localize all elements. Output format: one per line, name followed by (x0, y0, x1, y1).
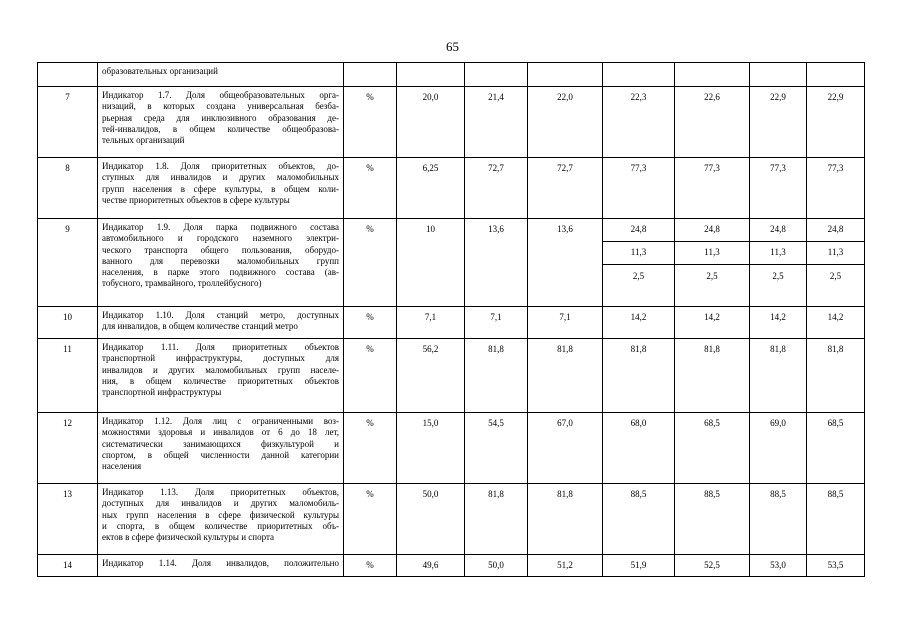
value-cell: 81,8 (807, 339, 865, 413)
description-line: Индикатор 1.13. Доля приоритетных объектов, (102, 487, 339, 497)
value-cell: 7,1 (528, 307, 603, 339)
description-line: транспортной инфраструктуры, доступных для (102, 353, 339, 364)
unit-cell: % (344, 484, 397, 555)
value-cell: 81,8 (528, 484, 603, 555)
unit-cell: % (344, 87, 397, 158)
description-line: доступных для инвалидов и других маломобиль- (102, 498, 339, 509)
value-cell: 22,9 (807, 87, 865, 158)
value-cell: 77,3 (675, 158, 750, 219)
value-cell (603, 63, 675, 87)
value-cell: 49,6 (397, 555, 465, 577)
value-cell (397, 63, 465, 87)
value-cell: 53,5 (807, 555, 865, 577)
value-cell: 7,1 (397, 307, 465, 339)
description-line: Индикатор 1.14. Доля инвалидов, положительно (102, 558, 339, 568)
description-line: можностями здоровья и инвалидов от 6 до 18 лет, (102, 427, 339, 438)
value-cell: 21,4 (465, 87, 528, 158)
indicator-description (98, 158, 344, 219)
value-cell: 81,8 (465, 484, 528, 555)
unit-cell: % (344, 219, 397, 307)
value-cell: 81,8 (675, 339, 750, 413)
value-cell: 72,7 (528, 158, 603, 219)
value-cell: 50,0 (465, 555, 528, 577)
value-cell: 20,0 (397, 87, 465, 158)
value-cell: 67,0 (528, 413, 603, 484)
row-number-cell: 7 (38, 87, 98, 158)
value-cell: 14,2 (675, 307, 750, 339)
value-cell: 22,0 (528, 87, 603, 158)
value-cell: 13,6 (465, 219, 528, 307)
table-row (38, 219, 865, 307)
value-cell: 50,0 (397, 484, 465, 555)
value-cell: 81,8 (528, 339, 603, 413)
unit-cell: % (344, 555, 397, 577)
value-cell: 77,3 (807, 158, 865, 219)
value-cell: 51,9 (603, 555, 675, 577)
value-cell: 54,5 (465, 413, 528, 484)
value-cell: 72,7 (465, 158, 528, 219)
row-number-cell: 9 (38, 219, 98, 307)
row-number-cell: 10 (38, 307, 98, 339)
indicator-description (98, 413, 344, 484)
description-line: Индикатор 1.9. Доля парка подвижного состава (102, 222, 339, 232)
split-value-cell (675, 219, 750, 307)
sub-value: 11,3 (807, 242, 864, 265)
value-cell (807, 63, 865, 87)
description-line: ектов в сфере физической культуры и спорта (102, 532, 274, 543)
value-cell: 52,5 (675, 555, 750, 577)
table-row (38, 158, 865, 219)
description-line: Индикатор 1.12. Доля лиц с ограниченными воз- (102, 416, 339, 426)
indicators-table (37, 62, 865, 577)
description-line: тельных организаций (102, 135, 185, 146)
description-line: транспортной инфраструктуры (102, 387, 222, 398)
description-line: систематически занимающихся физкультурой и (102, 438, 339, 449)
indicator-description (98, 219, 344, 307)
sub-value: 2,5 (829, 270, 842, 281)
sub-value: 2,5 (706, 270, 718, 281)
value-cell: 14,2 (603, 307, 675, 339)
indicator-description (98, 555, 344, 577)
indicator-description (98, 87, 344, 158)
row-number-cell: 14 (38, 555, 98, 577)
table-row (38, 555, 865, 577)
value-cell: 81,8 (750, 339, 807, 413)
description-line: низаций, в которых создана универсальная безба- (102, 101, 339, 112)
value-cell: 88,5 (807, 484, 865, 555)
value-cell: 22,9 (750, 87, 807, 158)
value-cell: 68,5 (675, 413, 750, 484)
description-line: Индикатор 1.10. Доля станций метро, доступных (102, 310, 339, 320)
description-line: тей-инвалидов, в общем количестве общеобразова- (102, 123, 339, 134)
description-line: населения, в парке этого подвижного состава (ав- (102, 267, 339, 278)
sub-value: 24,8 (750, 219, 806, 242)
value-cell: 13,6 (528, 219, 603, 307)
description-line: тобусного, трамвайного, троллейбусного) (102, 278, 262, 289)
sub-value: 11,3 (603, 242, 674, 265)
unit-cell: % (344, 158, 397, 219)
description-line: населения (102, 461, 142, 472)
value-cell: 14,2 (750, 307, 807, 339)
value-cell: 68,0 (603, 413, 675, 484)
sub-value: 24,8 (807, 219, 864, 242)
value-cell: 81,8 (465, 339, 528, 413)
unit-cell (344, 63, 397, 87)
value-cell (465, 63, 528, 87)
row-number-cell: 11 (38, 339, 98, 413)
indicator-description (98, 484, 344, 555)
split-value-cell (750, 219, 807, 307)
value-cell: 51,2 (528, 555, 603, 577)
description-line: для инвалидов, в общем количестве станций метро (102, 321, 298, 332)
description-line: ческого транспорта общего пользования, оборудо- (102, 244, 339, 255)
description-line: ванного для перевозки маломобильных групп (102, 255, 339, 266)
value-cell: 81,8 (603, 339, 675, 413)
row-number-cell: 8 (38, 158, 98, 219)
table-row (38, 307, 865, 339)
value-cell (528, 63, 603, 87)
indicator-description (98, 307, 344, 339)
description-line: Индикатор 1.11. Доля приоритетных объектов (102, 342, 339, 352)
description-line: ных групп населения в сфере физической культуры (102, 509, 339, 520)
value-cell: 88,5 (603, 484, 675, 555)
value-cell: 15,0 (397, 413, 465, 484)
row-number-cell (38, 63, 98, 87)
value-cell: 7,1 (465, 307, 528, 339)
description-line: спортом, в общей численности данной категории (102, 449, 339, 460)
value-cell: 6,25 (397, 158, 465, 219)
value-cell: 56,2 (397, 339, 465, 413)
value-cell: 77,3 (603, 158, 675, 219)
value-cell: 69,0 (750, 413, 807, 484)
unit-cell: % (344, 307, 397, 339)
split-value-cell (807, 219, 865, 307)
description-line: групп населения в сфере культуры, в общем коли- (102, 183, 339, 194)
sub-value: 2,5 (772, 270, 784, 281)
row-number-cell: 12 (38, 413, 98, 484)
description-line: Индикатор 1.7. Доля общеобразовательных орга- (102, 90, 339, 100)
unit-cell: % (344, 413, 397, 484)
value-cell: 88,5 (675, 484, 750, 555)
value-cell: 22,6 (675, 87, 750, 158)
description-line: ступных для инвалидов и других маломобильных (102, 172, 339, 183)
value-cell: 53,0 (750, 555, 807, 577)
sub-value: 24,8 (675, 219, 749, 242)
value-cell: 22,3 (603, 87, 675, 158)
description-line: Индикатор 1.8. Доля приоритетных объектов, до- (102, 161, 339, 171)
description-line: честве приоритетных объектов в сфере культуры (102, 194, 290, 205)
value-cell: 68,5 (807, 413, 865, 484)
description-line: и спорта, в общем количестве приоритетных объ- (102, 520, 339, 531)
unit-cell: % (344, 339, 397, 413)
value-cell (675, 63, 750, 87)
table-row (38, 339, 865, 413)
value-cell (750, 63, 807, 87)
table-row (38, 87, 865, 158)
sub-value: 2,5 (632, 270, 645, 281)
page-number: 65 (446, 39, 459, 54)
description-line: образовательных организаций (102, 66, 218, 76)
value-cell: 10 (397, 219, 465, 307)
description-line: автомобильного и городского наземного электри- (102, 233, 339, 244)
description-line: ния, в общем количестве приоритетных объектов (102, 375, 339, 386)
table-row (38, 413, 865, 484)
sub-value: 11,3 (675, 242, 749, 265)
sub-value: 24,8 (603, 219, 674, 242)
split-value-cell (603, 219, 675, 307)
sub-value: 11,3 (750, 242, 806, 265)
table-row (38, 63, 865, 87)
table-row (38, 484, 865, 555)
indicator-description (98, 339, 344, 413)
value-cell: 88,5 (750, 484, 807, 555)
description-line: инвалидов и других маломобильных групп населе- (102, 364, 339, 375)
value-cell: 77,3 (750, 158, 807, 219)
description-line: рьерная среда для инклюзивного образования де- (102, 112, 339, 123)
value-cell: 14,2 (807, 307, 865, 339)
row-number-cell: 13 (38, 484, 98, 555)
indicator-description (98, 63, 344, 87)
